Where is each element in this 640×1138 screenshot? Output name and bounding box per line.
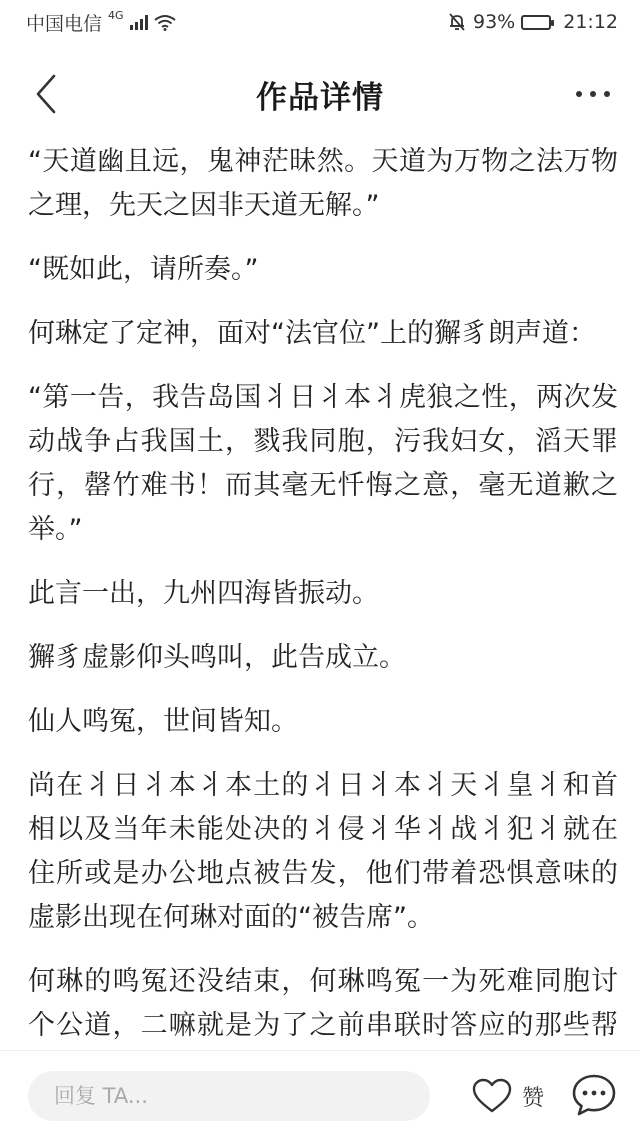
comment-bubble-icon (570, 1071, 618, 1119)
bell-off-icon (447, 12, 467, 32)
paragraph: 仙人鸣冤，世间皆知。 (28, 706, 298, 737)
paragraph: 尚在丬日丬本丬本土的丬日丬本丬天丬皇丬和首相以及当年未能处决的丬侵丬华丬战丬犯丬就在住所或是办公地点被告发，他们带着恐惧意味的虚影出现在何琳对面的“被告席”。 (28, 770, 618, 933)
bottom-bar (0, 1050, 640, 1138)
heart-outline-icon (472, 1078, 512, 1114)
reply-input[interactable] (28, 1071, 430, 1121)
more-button[interactable] (568, 78, 618, 110)
like-button[interactable] (472, 1073, 544, 1119)
like-label: 赞 (522, 1085, 545, 1111)
carrier-label: 中国电信 (26, 12, 103, 35)
more-dot (590, 91, 596, 97)
chevron-left-icon (35, 74, 57, 114)
article-content (28, 140, 618, 1050)
status-bar (0, 0, 640, 44)
signal-icon (130, 14, 148, 30)
page-title: 作品详情 (256, 79, 384, 116)
comment-button[interactable] (570, 1071, 618, 1119)
paragraph: “既如此，请所奏。” (28, 254, 259, 285)
battery-percent: 93% (473, 11, 516, 33)
more-dot (604, 91, 610, 97)
back-button[interactable] (26, 68, 66, 120)
paragraph: 此言一出，九州四海皆振动。 (28, 578, 379, 609)
paragraph: 何琳定了定神，面对“法官位”上的獬豸朗声道： (28, 318, 596, 349)
more-dots-icon (576, 91, 582, 97)
nav-bar (0, 44, 640, 144)
status-right (447, 11, 618, 33)
status-left (26, 9, 176, 36)
clock: 21:12 (563, 11, 618, 33)
paragraph: 何琳的鸣冤还没结束，何琳鸣冤一为死难同胞讨个公道，二嘛就是为了之前串联时答应的那些帮 (28, 966, 618, 1041)
paragraph: “天道幽且远，鬼神茫昧然。天道为万物之法万物之理，先天之因非天道无解。” (28, 146, 618, 221)
wifi-icon (154, 14, 176, 31)
paragraph: 獬豸虚影仰头鸣叫，此告成立。 (28, 642, 406, 673)
battery-icon (521, 15, 551, 30)
paragraph: “第一告，我告岛国丬日丬本丬虎狼之性，两次发动战争占我国土，戮我同胞，污我妇女，滔天罪行，罄竹难书！而其毫无忏悔之意，毫无道歉之举。” (28, 382, 618, 545)
network-type: 4G (108, 8, 124, 22)
